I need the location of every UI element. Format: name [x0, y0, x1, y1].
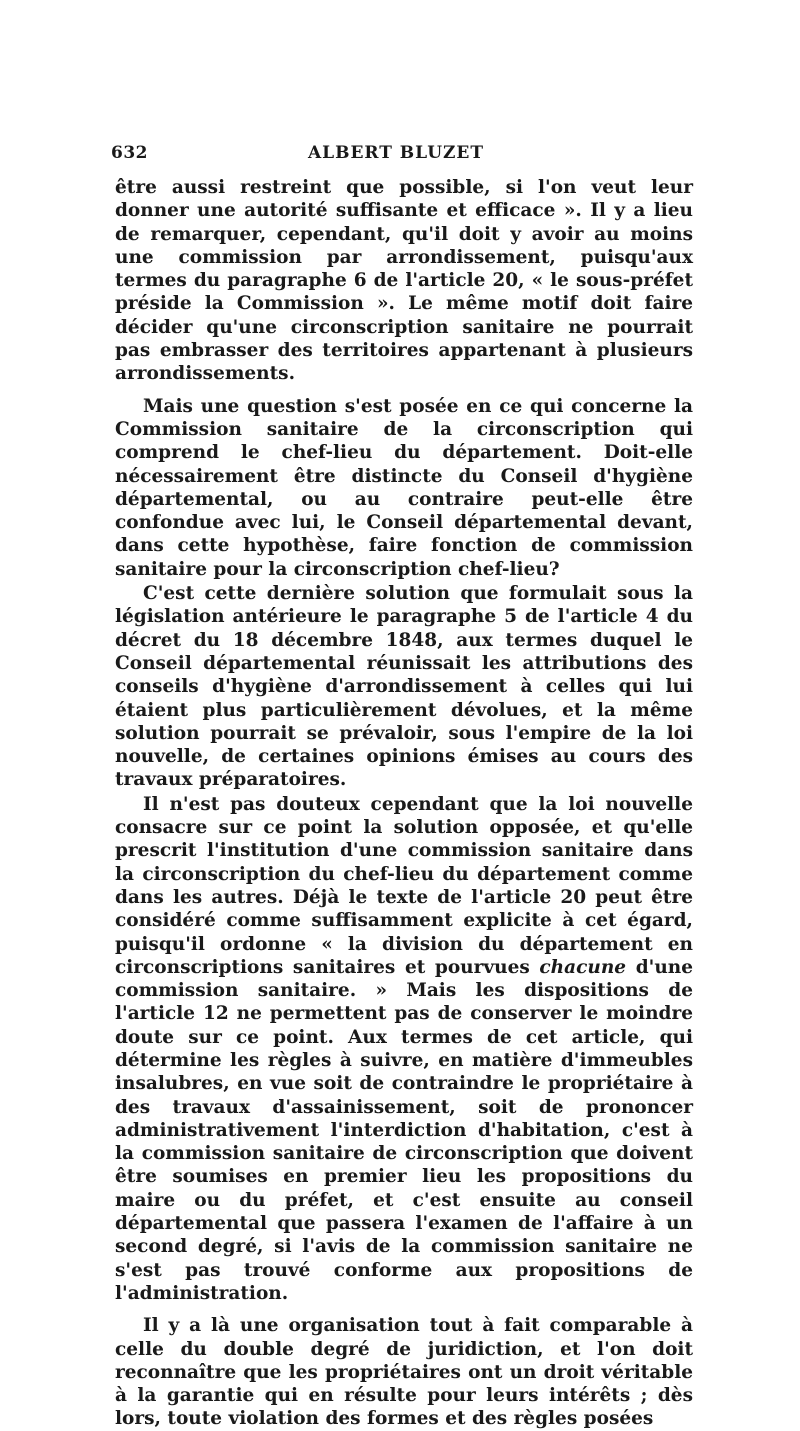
paragraph-3: C'est cette dernière solution que formulait sous la législation antérieure le paragraphe 5 de l'article 4 du décret du 18 décembre 1848, aux termes duquel le Conseil départemental réunissait les attributions des conseils d'hygiène d'arrondissement à celles qui lui étaient plus particulièrement dévolues, et la même solution pourrait se prévaloir, sous l'empire de la loi nouvelle, de certaines opinions émises au cours des travaux préparatoires.	[115, 583, 693, 791]
paragraph-4-emphasis: chacune	[539, 956, 627, 978]
paragraph-4-text-after: d'une commission sanitaire. » Mais les dispositions de l'article 12 ne permettent pas de conserver le moindre doute sur ce point. Aux termes de cet article, qui détermine les règles à suivre, en matière d'immeubles insalubres, en vue soit de contraindre le propriétaire à des travaux d'assainissement, soit de prononcer administrativement l'interdiction d'habitation, c'est à la commission sanitaire de circonscription que doivent être soumises en premier lieu les propositions du maire ou du préfet, et c'est ensuite au conseil départemental que passera l'examen de l'affaire à un second degré, si l'avis de la commission sanitaire ne s'est pas trouvé conforme aux propositions de l'administration.	[115, 956, 693, 1304]
paragraph-4-text-before: Il n'est pas douteux cependant que la loi nouvelle consacre sur ce point la solution opposée, et qu'elle prescrit l'institution d'une commission sanitaire dans la circonscription du chef-lieu du département comme dans les autres. Déjà le texte de l'article 20 peut être considéré comme suffisamment explicite à cet égard, puisqu'il ordonne « la division du département en circonscriptions sanitaires et pourvues	[115, 793, 693, 978]
paragraph-1: être aussi restreint que possible, si l'on veut leur donner une autorité suffisante et efficace ». Il y a lieu de remarquer, cependant, qu'il doit y avoir au moins une commission par arrondissement, puisqu'aux termes du paragraphe 6 de l'article 20, « le sous-préfet préside la Commission ». Le même motif doit faire décider qu'une circonscription sanitaire ne pourrait pas embrasser des territoires appartenant à plusieurs arrondissements.	[115, 177, 693, 385]
book-page	[101, 0, 693, 1430]
paragraph-2: Mais une question s'est posée en ce qui concerne la Commission sanitaire de la circonscription qui comprend le chef-lieu du département. Doit-elle nécessairement être distincte du Conseil d'hygiène départemental, ou au contraire peut-elle être confondue avec lui, le Conseil départemental devant, dans cette hypothèse, faire fonction de commission sanitaire pour la circonscription chef-lieu?	[115, 395, 693, 580]
paragraph-5: Il y a là une organisation tout à fait comparable à celle du double degré de juridiction, et l'on doit reconnaître que les propriétaires ont un droit véritable à la garantie qui en résulte pour leurs intérêts ; dès lors, toute violation des formes et des règles posées	[115, 1315, 693, 1430]
author-header: ALBERT BLUZET	[307, 143, 485, 163]
paragraph-4	[115, 793, 693, 1306]
body-text	[115, 176, 693, 1431]
page-number: 632	[111, 143, 148, 163]
running-header	[101, 143, 691, 169]
